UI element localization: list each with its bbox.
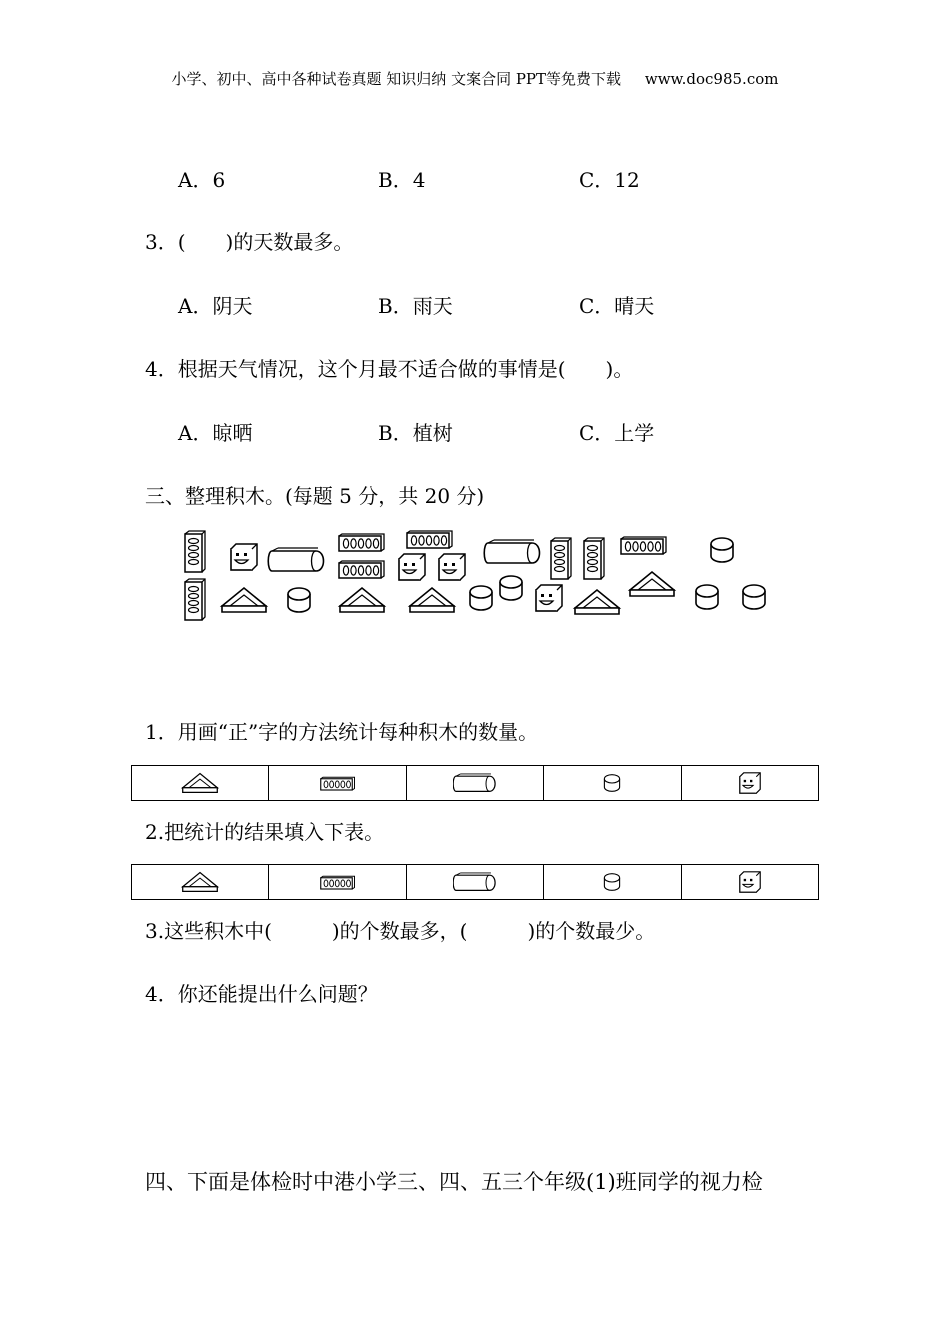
brick-icon <box>185 579 205 620</box>
q3-question: 3．( )的天数最多。 <box>145 230 354 254</box>
triangle-prism-icon <box>630 572 674 596</box>
smiley-cube-icon <box>739 772 761 794</box>
result-cell-cylinder[interactable] <box>544 865 681 900</box>
cylinder-icon <box>603 772 621 794</box>
smiley-cube-icon <box>231 544 257 570</box>
q2-option-b: B．4 <box>378 168 426 192</box>
tally-cell-cylinder[interactable] <box>544 766 681 801</box>
section3-q1: 1．用画“正”字的方法统计每种积木的数量。 <box>145 720 539 744</box>
triangle-prism-icon <box>575 590 619 614</box>
half-cylinder-icon <box>453 871 497 893</box>
result-cell-half-cylinder[interactable] <box>406 865 543 900</box>
brick-icon <box>185 531 205 572</box>
brick-icon <box>339 534 384 551</box>
cylinder-icon <box>711 538 733 562</box>
q4-option-c: C．上学 <box>579 421 655 445</box>
blocks-illustration <box>180 528 780 623</box>
brick-icon <box>320 875 356 891</box>
smiley-cube-icon <box>739 871 761 893</box>
cylinder-icon <box>743 585 765 609</box>
q3-option-a: A．阴天 <box>178 294 253 318</box>
smiley-cube-icon <box>439 554 465 580</box>
q2-option-a: A．6 <box>178 168 226 192</box>
result-cell-triangle[interactable] <box>132 865 269 900</box>
half-cylinder-icon <box>453 772 497 794</box>
result-cell-cube[interactable] <box>681 865 818 900</box>
cylinder-icon <box>603 871 621 893</box>
half-cylinder-icon <box>268 548 323 571</box>
tally-cell-cube[interactable] <box>681 766 818 801</box>
triangle-prism-icon <box>410 588 454 612</box>
brick-icon <box>621 537 666 554</box>
tally-cell-brick[interactable] <box>269 766 406 801</box>
header-text: 小学、初中、高中各种试卷真题 知识归纳 文案合同 PPT等免费下载 <box>171 70 622 88</box>
smiley-cube-icon <box>399 554 425 580</box>
q3-option-b: B．雨天 <box>378 294 453 318</box>
tally-cell-half-cylinder[interactable] <box>406 766 543 801</box>
smiley-cube-icon <box>536 585 562 611</box>
cylinder-icon <box>500 576 522 600</box>
triangle-prism-icon <box>181 871 219 893</box>
q4-question: 4．根据天气情况，这个月最不适合做的事情是( )。 <box>145 357 634 381</box>
table-row <box>132 865 819 900</box>
header-url: www.doc985.com <box>644 70 779 88</box>
half-cylinder-icon <box>484 540 539 563</box>
result-cell-brick[interactable] <box>269 865 406 900</box>
section3-q3: 3.这些积木中( )的个数最多，( )的个数最少。 <box>145 919 656 943</box>
brick-icon <box>551 538 571 579</box>
triangle-prism-icon <box>181 772 219 794</box>
page-header <box>0 68 950 89</box>
q2-option-c: C．12 <box>579 168 640 192</box>
tally-cell-triangle[interactable] <box>132 766 269 801</box>
brick-icon <box>339 561 384 578</box>
section3-q2: 2.把统计的结果填入下表。 <box>145 820 385 844</box>
cylinder-icon <box>696 585 718 609</box>
cylinder-icon <box>470 586 492 610</box>
table-row <box>132 766 819 801</box>
triangle-prism-icon <box>340 588 384 612</box>
result-table <box>131 864 819 900</box>
section4-title: 四、下面是体检时中港小学三、四、五三个年级(1)班同学的视力检 <box>145 1170 763 1194</box>
q3-option-c: C．晴天 <box>579 294 655 318</box>
section3-title: 三、整理积木。(每题 5 分，共 20 分) <box>145 484 485 508</box>
cylinder-icon <box>288 588 310 612</box>
brick-icon <box>584 538 604 579</box>
section3-q4: 4．你还能提出什么问题？ <box>145 982 378 1006</box>
q4-option-a: A．晾晒 <box>178 421 253 445</box>
q4-option-b: B．植树 <box>378 421 453 445</box>
triangle-prism-icon <box>222 588 266 612</box>
brick-icon <box>407 531 452 548</box>
tally-table <box>131 765 819 801</box>
brick-icon <box>320 776 356 792</box>
